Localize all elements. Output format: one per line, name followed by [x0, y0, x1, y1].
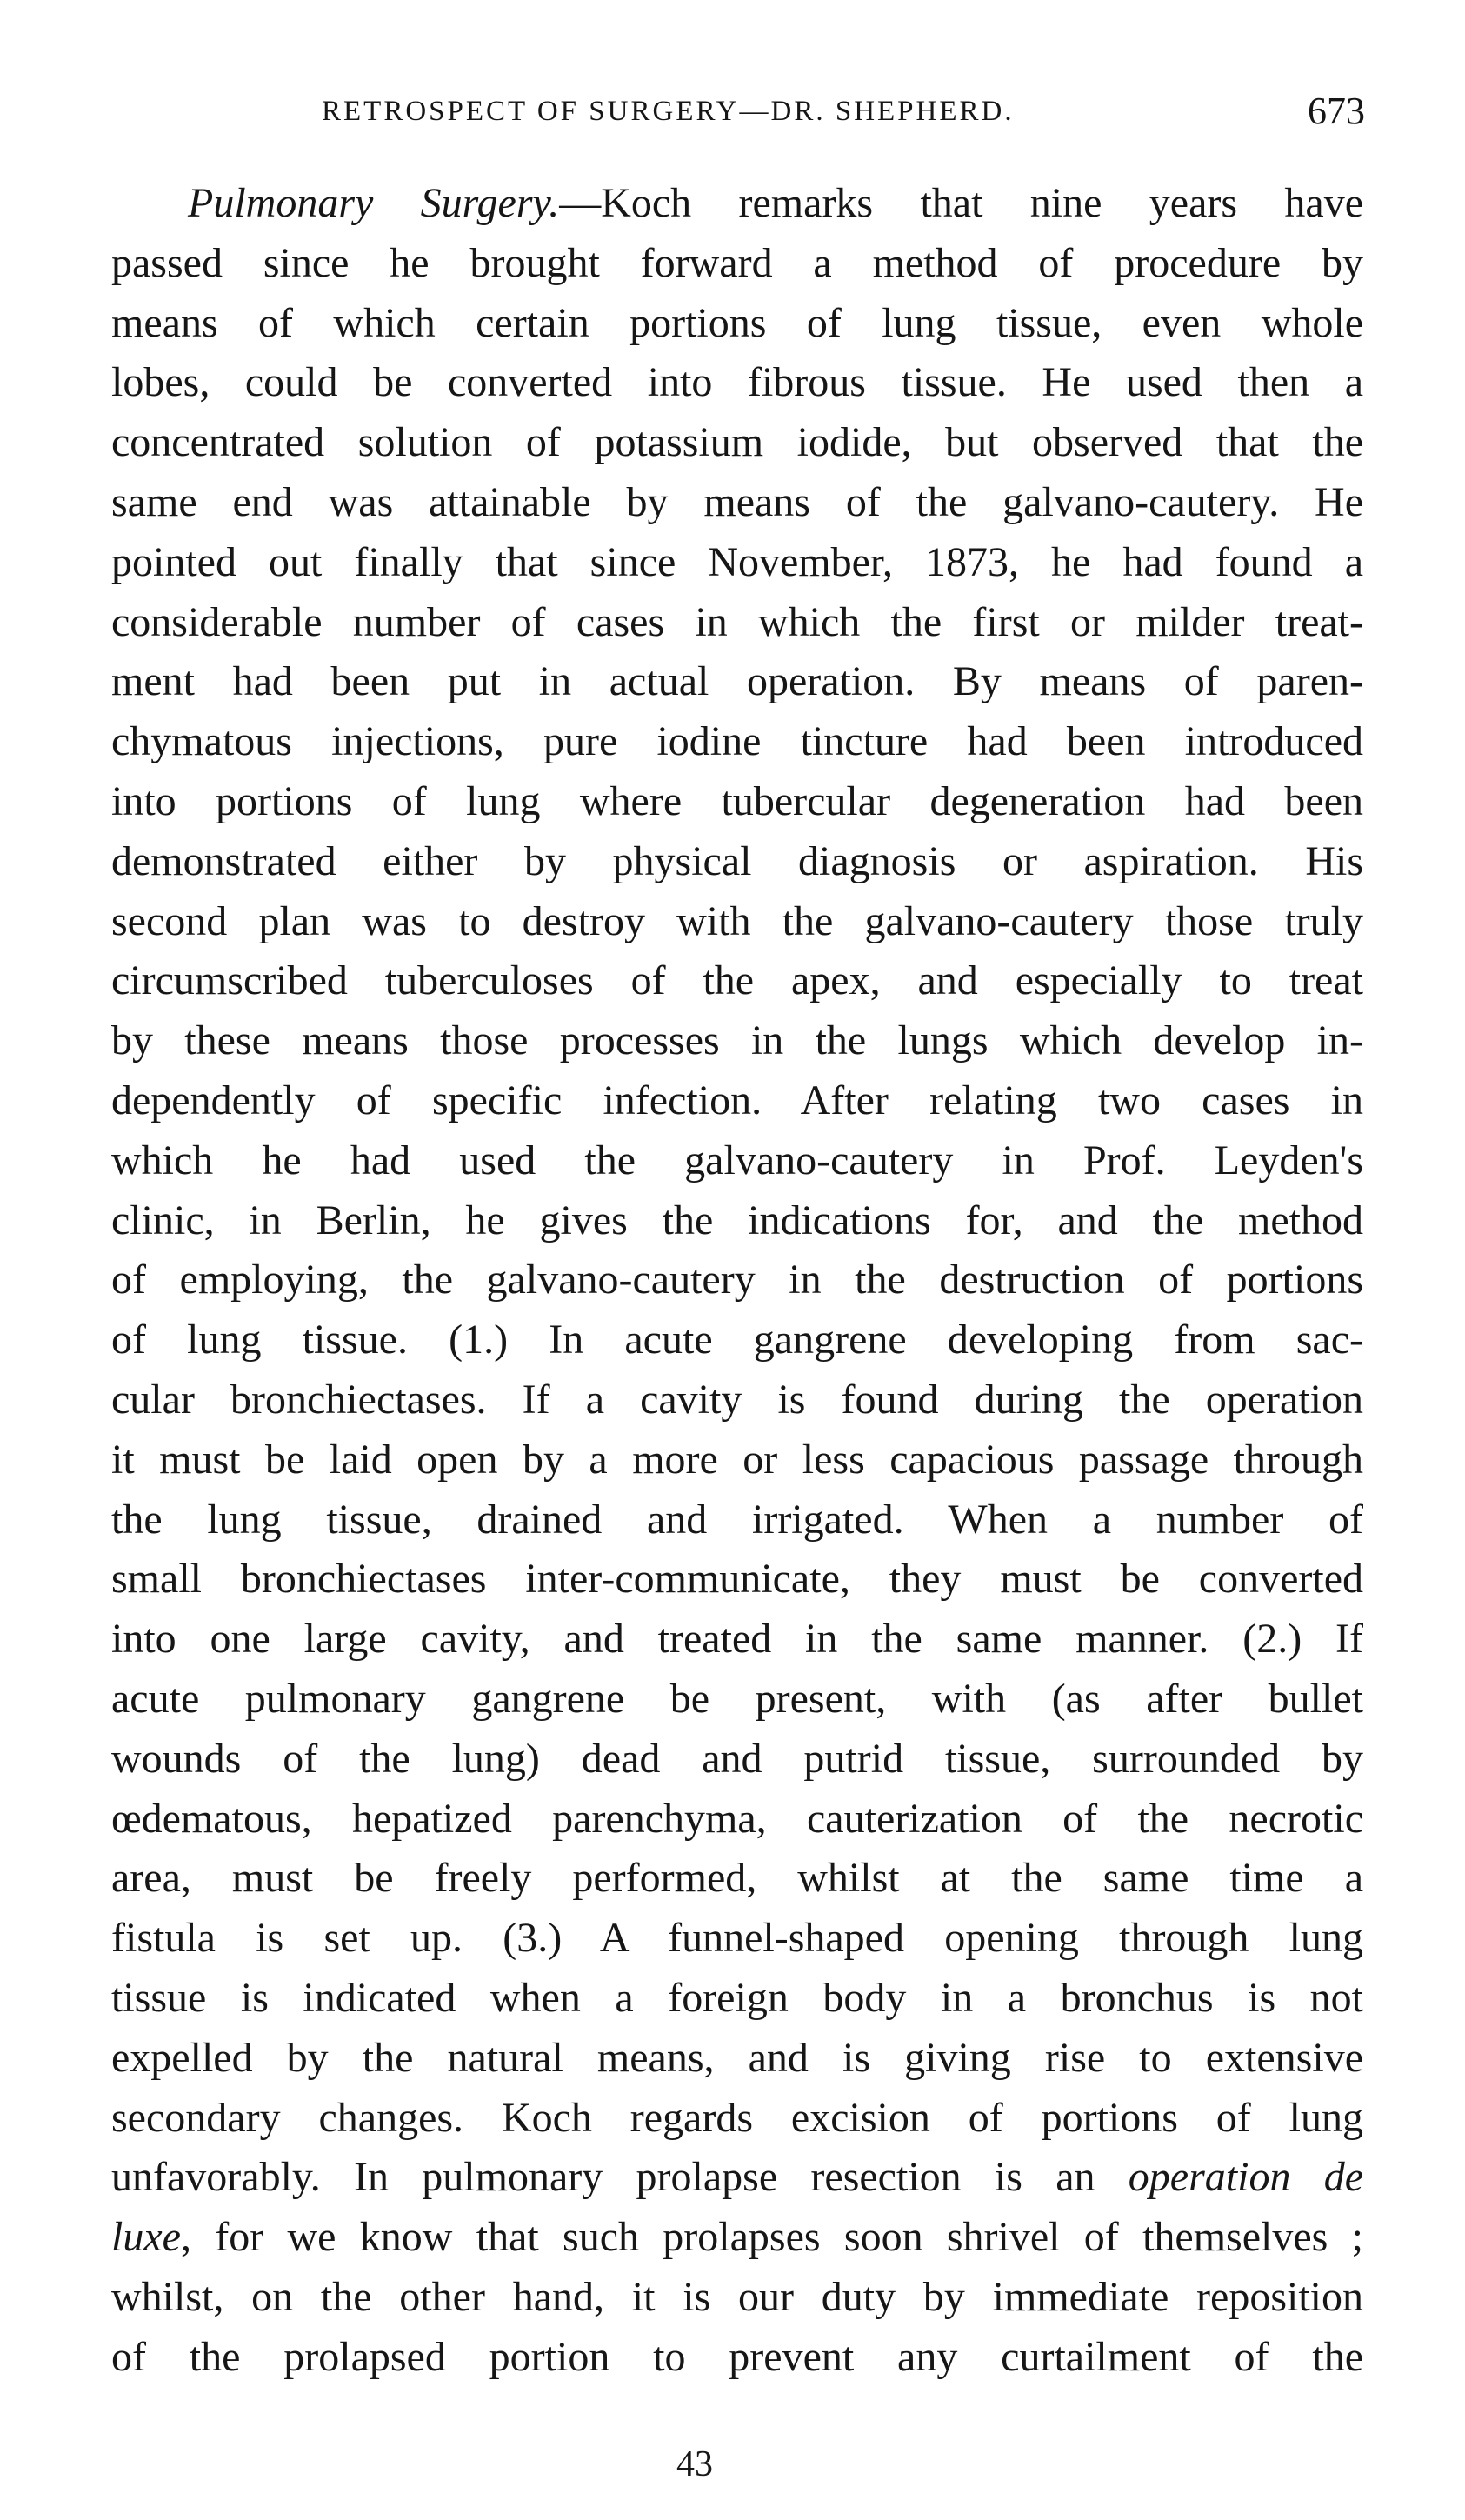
text-line-content: cular bronchiectases. If a cavity is found during the operation	[111, 1376, 1363, 1423]
text-line	[111, 2148, 1363, 2208]
text-line	[111, 1250, 1363, 1310]
text-line-content: pointed out finally that since November, 1873, he had found a	[111, 538, 1363, 585]
text-line	[111, 2328, 1363, 2388]
text-line-content: œdematous, hepatized parenchyma, cauterization of the necrotic	[111, 1795, 1363, 1842]
text-line-content: of the prolapsed portion to prevent any curtailment of the	[111, 2333, 1363, 2380]
text-line	[111, 593, 1363, 653]
text-line-content: lobes, could be converted into fibrous tissue. He used then a	[111, 359, 1363, 406]
text-line	[111, 1670, 1363, 1730]
italic-phrase: luxe	[111, 2214, 181, 2261]
text-line-content: wounds of the lung) dead and putrid tissue, surrounded by	[111, 1735, 1363, 1782]
text-line-content: clinic, in Berlin, he gives the indications for, and the method	[111, 1197, 1363, 1243]
text-line-content: ment had been put in actual operation. By means of paren-	[111, 658, 1363, 705]
text-line-content: second plan was to destroy with the galvano-cautery those truly	[111, 897, 1363, 944]
text-line	[111, 951, 1363, 1011]
text-line	[111, 1730, 1363, 1790]
text-line	[111, 174, 1363, 234]
text-line-content: area, must be freely performed, whilst at the same time a	[111, 1855, 1363, 1902]
text-line	[111, 294, 1363, 354]
text-line-content: demonstrated either by physical diagnosis or aspiration. His	[111, 837, 1363, 884]
text-line-content: means of which certain portions of lung tissue, even whole	[111, 299, 1363, 346]
running-head	[252, 83, 1382, 136]
text-line	[111, 1849, 1363, 1909]
text-line	[111, 2208, 1363, 2268]
text-line	[111, 1430, 1363, 1490]
text-line	[111, 1490, 1363, 1550]
text-line	[111, 772, 1363, 832]
text-line-content: by these means those processes in the lungs which develop in-	[111, 1017, 1363, 1064]
text-line-content: small bronchiectases inter-communicate, they must be converted	[111, 1556, 1363, 1603]
text-line-content: acute pulmonary gangrene be present, with (as after bullet	[111, 1675, 1363, 1722]
text-line	[111, 1011, 1363, 1071]
text-line-content: circumscribed tuberculoses of the apex, and especially to treat	[111, 957, 1363, 1004]
signature-mark: 43	[676, 2444, 713, 2484]
running-title: RETROSPECT OF SURGERY—DR. SHEPHERD.	[322, 96, 1015, 127]
text-line-content: same end was attainable by means of the galvano-cautery. He	[111, 478, 1363, 525]
text-line-content: unfavorably. In pulmonary prolapse resection is an	[111, 2154, 1095, 2201]
text-line-content: the lung tissue, drained and irrigated. When a number of	[111, 1496, 1363, 1543]
text-line-content: dependently of specific infection. After relating two cases in	[111, 1077, 1363, 1123]
text-line-content: considerable number of cases in which the first or milder treat-	[111, 598, 1363, 645]
text-line-content: passed since he brought forward a method of procedure by	[111, 239, 1363, 286]
text-line-content: expelled by the natural means, and is giving rise to extensive	[111, 2034, 1363, 2081]
text-line	[111, 1071, 1363, 1131]
text-line	[111, 832, 1363, 892]
text-line-content: of employing, the galvano-cautery in the destruction of portions	[111, 1257, 1363, 1303]
text-line-content: of lung tissue. (1.) In acute gangrene developing from sac-	[111, 1317, 1363, 1363]
text-line	[111, 1909, 1363, 1969]
text-line	[111, 234, 1363, 294]
text-line-content: , for we know that such prolapses soon shrivel of themselves ;	[180, 2214, 1363, 2261]
page-number: 673	[1308, 90, 1365, 132]
text-line-content: secondary changes. Koch regards excision of portions of lung	[111, 2094, 1363, 2141]
text-line	[111, 1550, 1363, 1610]
text-line-content: tissue is indicated when a foreign body in a bronchus is not	[111, 1974, 1363, 2021]
text-line-content: —Koch remarks that nine years have	[559, 180, 1364, 226]
text-line	[111, 1191, 1363, 1251]
text-line-content: into portions of lung where tubercular degeneration had been	[111, 777, 1363, 824]
text-line	[111, 2268, 1363, 2328]
text-line	[111, 473, 1363, 533]
text-line	[111, 2089, 1363, 2149]
text-line	[111, 533, 1363, 593]
text-line	[111, 1131, 1363, 1191]
text-line-content: into one large cavity, and treated in the same manner. (2.) If	[111, 1616, 1363, 1663]
text-line	[111, 892, 1363, 952]
section-heading: Pulmonary Surgery.	[188, 180, 560, 226]
italic-phrase: operation de	[1128, 2154, 1364, 2201]
text-line	[111, 1790, 1363, 1850]
text-line	[111, 712, 1363, 772]
text-line	[111, 1370, 1363, 1430]
text-line-content: which he had used the galvano-cautery in Prof. Leyden's	[111, 1137, 1363, 1183]
text-line-content: chymatous injections, pure iodine tincture had been introduced	[111, 718, 1363, 765]
text-line	[111, 1310, 1363, 1370]
text-line	[111, 1969, 1363, 2029]
text-line	[111, 413, 1363, 473]
text-line-content: it must be laid open by a more or less capacious passage through	[111, 1436, 1363, 1483]
text-line-content: concentrated solution of potassium iodide, but observed that the	[111, 419, 1363, 466]
text-line	[111, 353, 1363, 413]
text-line-content: fistula is set up. (3.) A funnel-shaped opening through lung	[111, 1915, 1363, 1962]
text-line	[111, 1610, 1363, 1670]
text-line	[111, 652, 1363, 712]
body-paragraph	[111, 174, 1363, 2387]
text-line-content: whilst, on the other hand, it is our duty by immediate reposition	[111, 2273, 1363, 2320]
text-line	[111, 2029, 1363, 2089]
